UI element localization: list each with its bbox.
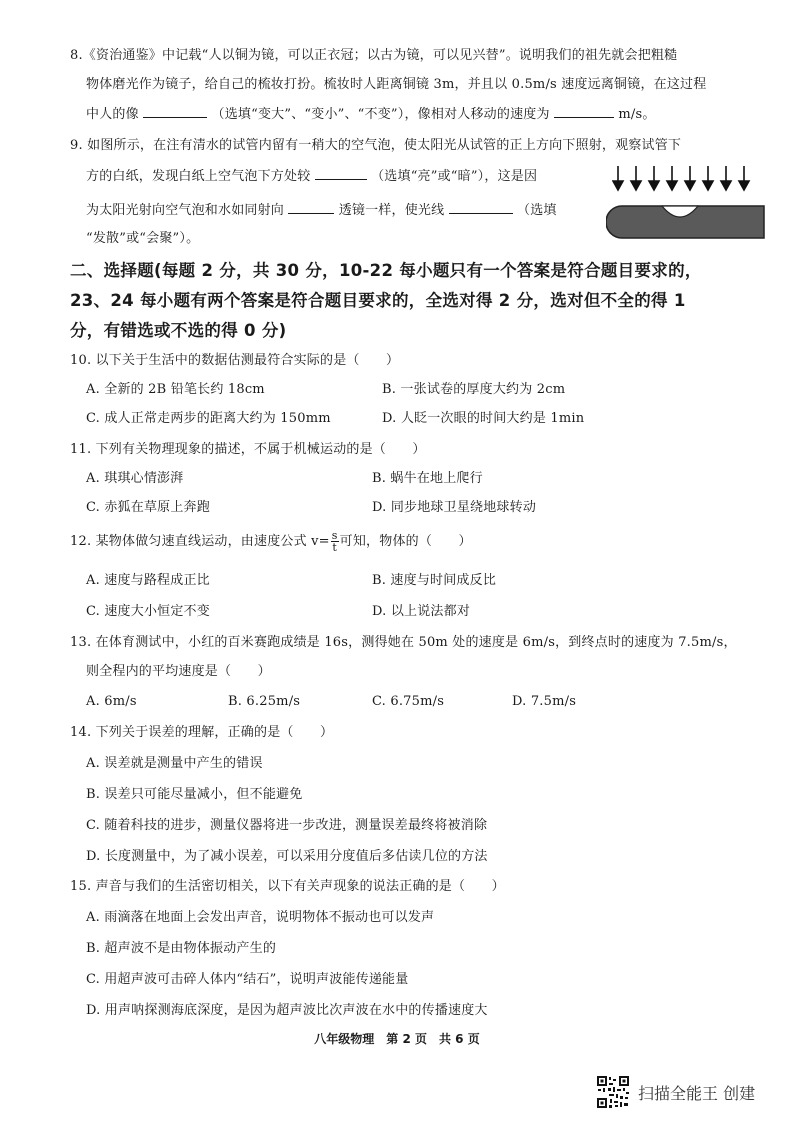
sunlight-arrow-icon [631,166,641,190]
sunlight-arrow-icon [739,166,749,190]
q9-text-d: 透镜一样，使光线 [338,203,445,218]
q13-line1: 13. 在体育测试中，小红的百米赛跑成绩是 16s，测得她在 50m 处的速度是 6m/s，到终点时的速度为 7.5m/s， [70,635,737,650]
page-footer: 八年级物理 第 2 页 共 6 页 [314,1032,480,1046]
q9-blank-light[interactable] [449,201,513,214]
q10-stem: 10. 以下关于生活中的数据估测最符合实际的是（ ） [70,353,400,368]
sunlight-arrow-icon [703,166,713,190]
q14-option-d[interactable]: D. 长度测量中，为了减小误差，可以采用分度值后多估读几位的方法 [86,849,488,864]
q14-option-c[interactable]: C. 随着科技的进步，测量仪器将进一步改进，测量误差最终将被消除 [86,818,488,833]
q8-line3 [86,105,656,124]
section2-line3: 分，有错选或不选的得 0 分) [70,321,287,340]
q11-option-a[interactable]: A. 琪琪心情澎湃 [86,471,184,486]
q12-stem-a: 12. 某物体做匀速直线运动，由速度公式 v= [70,534,330,549]
q15-option-d[interactable]: D. 用声呐探测海底深度，是因为超声波比次声波在水中的传播速度大 [86,1003,488,1018]
velocity-formula-fraction [331,530,339,553]
q14-option-a[interactable]: A. 误差就是测量中产生的错误 [86,756,263,771]
q8-blank-image-size[interactable] [143,105,207,118]
section2-line1: 二、选择题(每题 2 分，共 30 分，10-22 每小题只有一个答案是符合题目要求的， [70,261,702,280]
q15-option-c[interactable]: C. 用超声波可击碎人体内“结石”，说明声波能传递能量 [86,972,409,987]
q11-stem: 11. 下列有关物理现象的描述，不属于机械运动的是（ ） [70,442,426,457]
q15-option-b[interactable]: B. 超声波不是由物体振动产生的 [86,941,277,956]
test-tube-bubble-icon [606,204,766,240]
fraction-denominator: t [332,541,338,554]
q10-option-c[interactable]: C. 成人正常走两步的距离大约为 150mm [86,411,331,426]
sunlight-arrow-icon [649,166,659,190]
q14-option-b[interactable]: B. 误差只可能尽量减小，但不能避免 [86,787,303,802]
section2-heading [70,256,770,346]
q11-option-c[interactable]: C. 赤狐在草原上奔跑 [86,500,210,515]
q12-option-b[interactable]: B. 速度与时间成反比 [372,573,497,588]
q9-line1: 9. 如图所示，在注有清水的试管内留有一稍大的空气泡，使太阳光从试管的正上方向下照射，观察试管下 [70,138,682,153]
q9-text-c: 为太阳光射向空气泡和水如同射向 [86,203,285,218]
q10-option-b[interactable]: B. 一张试卷的厚度大约为 2cm [382,382,566,397]
q13-option-c[interactable]: C. 6.75m/s [372,694,445,709]
q12-option-a[interactable]: A. 速度与路程成正比 [86,573,210,588]
q15-stem: 15. 声音与我们的生活密切相关，以下有关声现象的说法正确的是（ ） [70,879,505,894]
q14-stem: 14. 下列关于误差的理解，正确的是（ ） [70,725,334,740]
q12-option-d[interactable]: D. 以上说法都对 [372,604,471,619]
q10-option-d[interactable]: D. 人眨一次眼的时间大约是 1min [382,411,585,426]
q12-option-c[interactable]: C. 速度大小恒定不变 [86,604,210,619]
sunlight-arrows [612,165,752,193]
q9-blank-bright-dark[interactable] [315,167,367,180]
q9-blank-lens[interactable] [288,201,334,214]
q8-text-b: （选填“变大”、“变小”、“不变”），像相对人移动的速度为 [211,107,550,122]
q13-option-a[interactable]: A. 6m/s [86,694,137,709]
scanner-watermark: 扫描全能王 创建 [638,1084,756,1103]
q9-line4: “发散”或“会聚”）。 [86,231,200,246]
sunlight-arrow-icon [667,166,677,190]
section2-line2: 23、24 每小题有两个答案是符合题目要求的，全选对得 2 分，选对但不全的得 1 [70,291,686,310]
sunlight-arrow-icon [613,166,623,190]
q8-line2: 物体磨光作为镜子，给自己的梳妆打扮。梳妆时人距离铜镜 3m，并且以 0.5m/s 速度远离铜镜，在这过程 [86,77,707,92]
q12-stem [70,530,472,558]
q9-line2 [86,167,537,186]
q9-text-b: （选填“亮”或“暗”），这是因 [371,169,538,184]
q9-line3 [86,201,557,220]
q12-stem-b: 可知，物体的（ ） [339,534,472,549]
fraction-numerator: s [331,529,338,542]
q8-line1: 8.《资治通鉴》中记载“人以铜为镜，可以正衣冠；以古为镜，可以见兴替”。说明我们的祖先就会把粗糙 [70,48,678,63]
q11-option-b[interactable]: B. 蜗牛在地上爬行 [372,471,483,486]
q13-line2: 则全程内的平均速度是（ ） [86,664,271,679]
sunlight-arrow-icon [721,166,731,190]
q9-text-a: 方的白纸，发现白纸上空气泡下方处较 [86,169,311,184]
q13-option-d[interactable]: D. 7.5m/s [512,694,577,709]
q8-text-c: m/s。 [618,107,656,122]
q13-option-b[interactable]: B. 6.25m/s [228,694,301,709]
sunlight-arrow-icon [685,166,695,190]
q8-blank-speed[interactable] [554,105,614,118]
q11-option-d[interactable]: D. 同步地球卫星绕地球转动 [372,500,537,515]
q9-text-e: （选填 [517,203,557,218]
qr-code-icon [596,1075,630,1109]
q8-text-a: 中人的像 [86,107,139,122]
q10-option-a[interactable]: A. 全新的 2B 铅笔长约 18cm [86,382,265,397]
q15-option-a[interactable]: A. 雨滴落在地面上会发出声音，说明物体不振动也可以发声 [86,910,435,925]
